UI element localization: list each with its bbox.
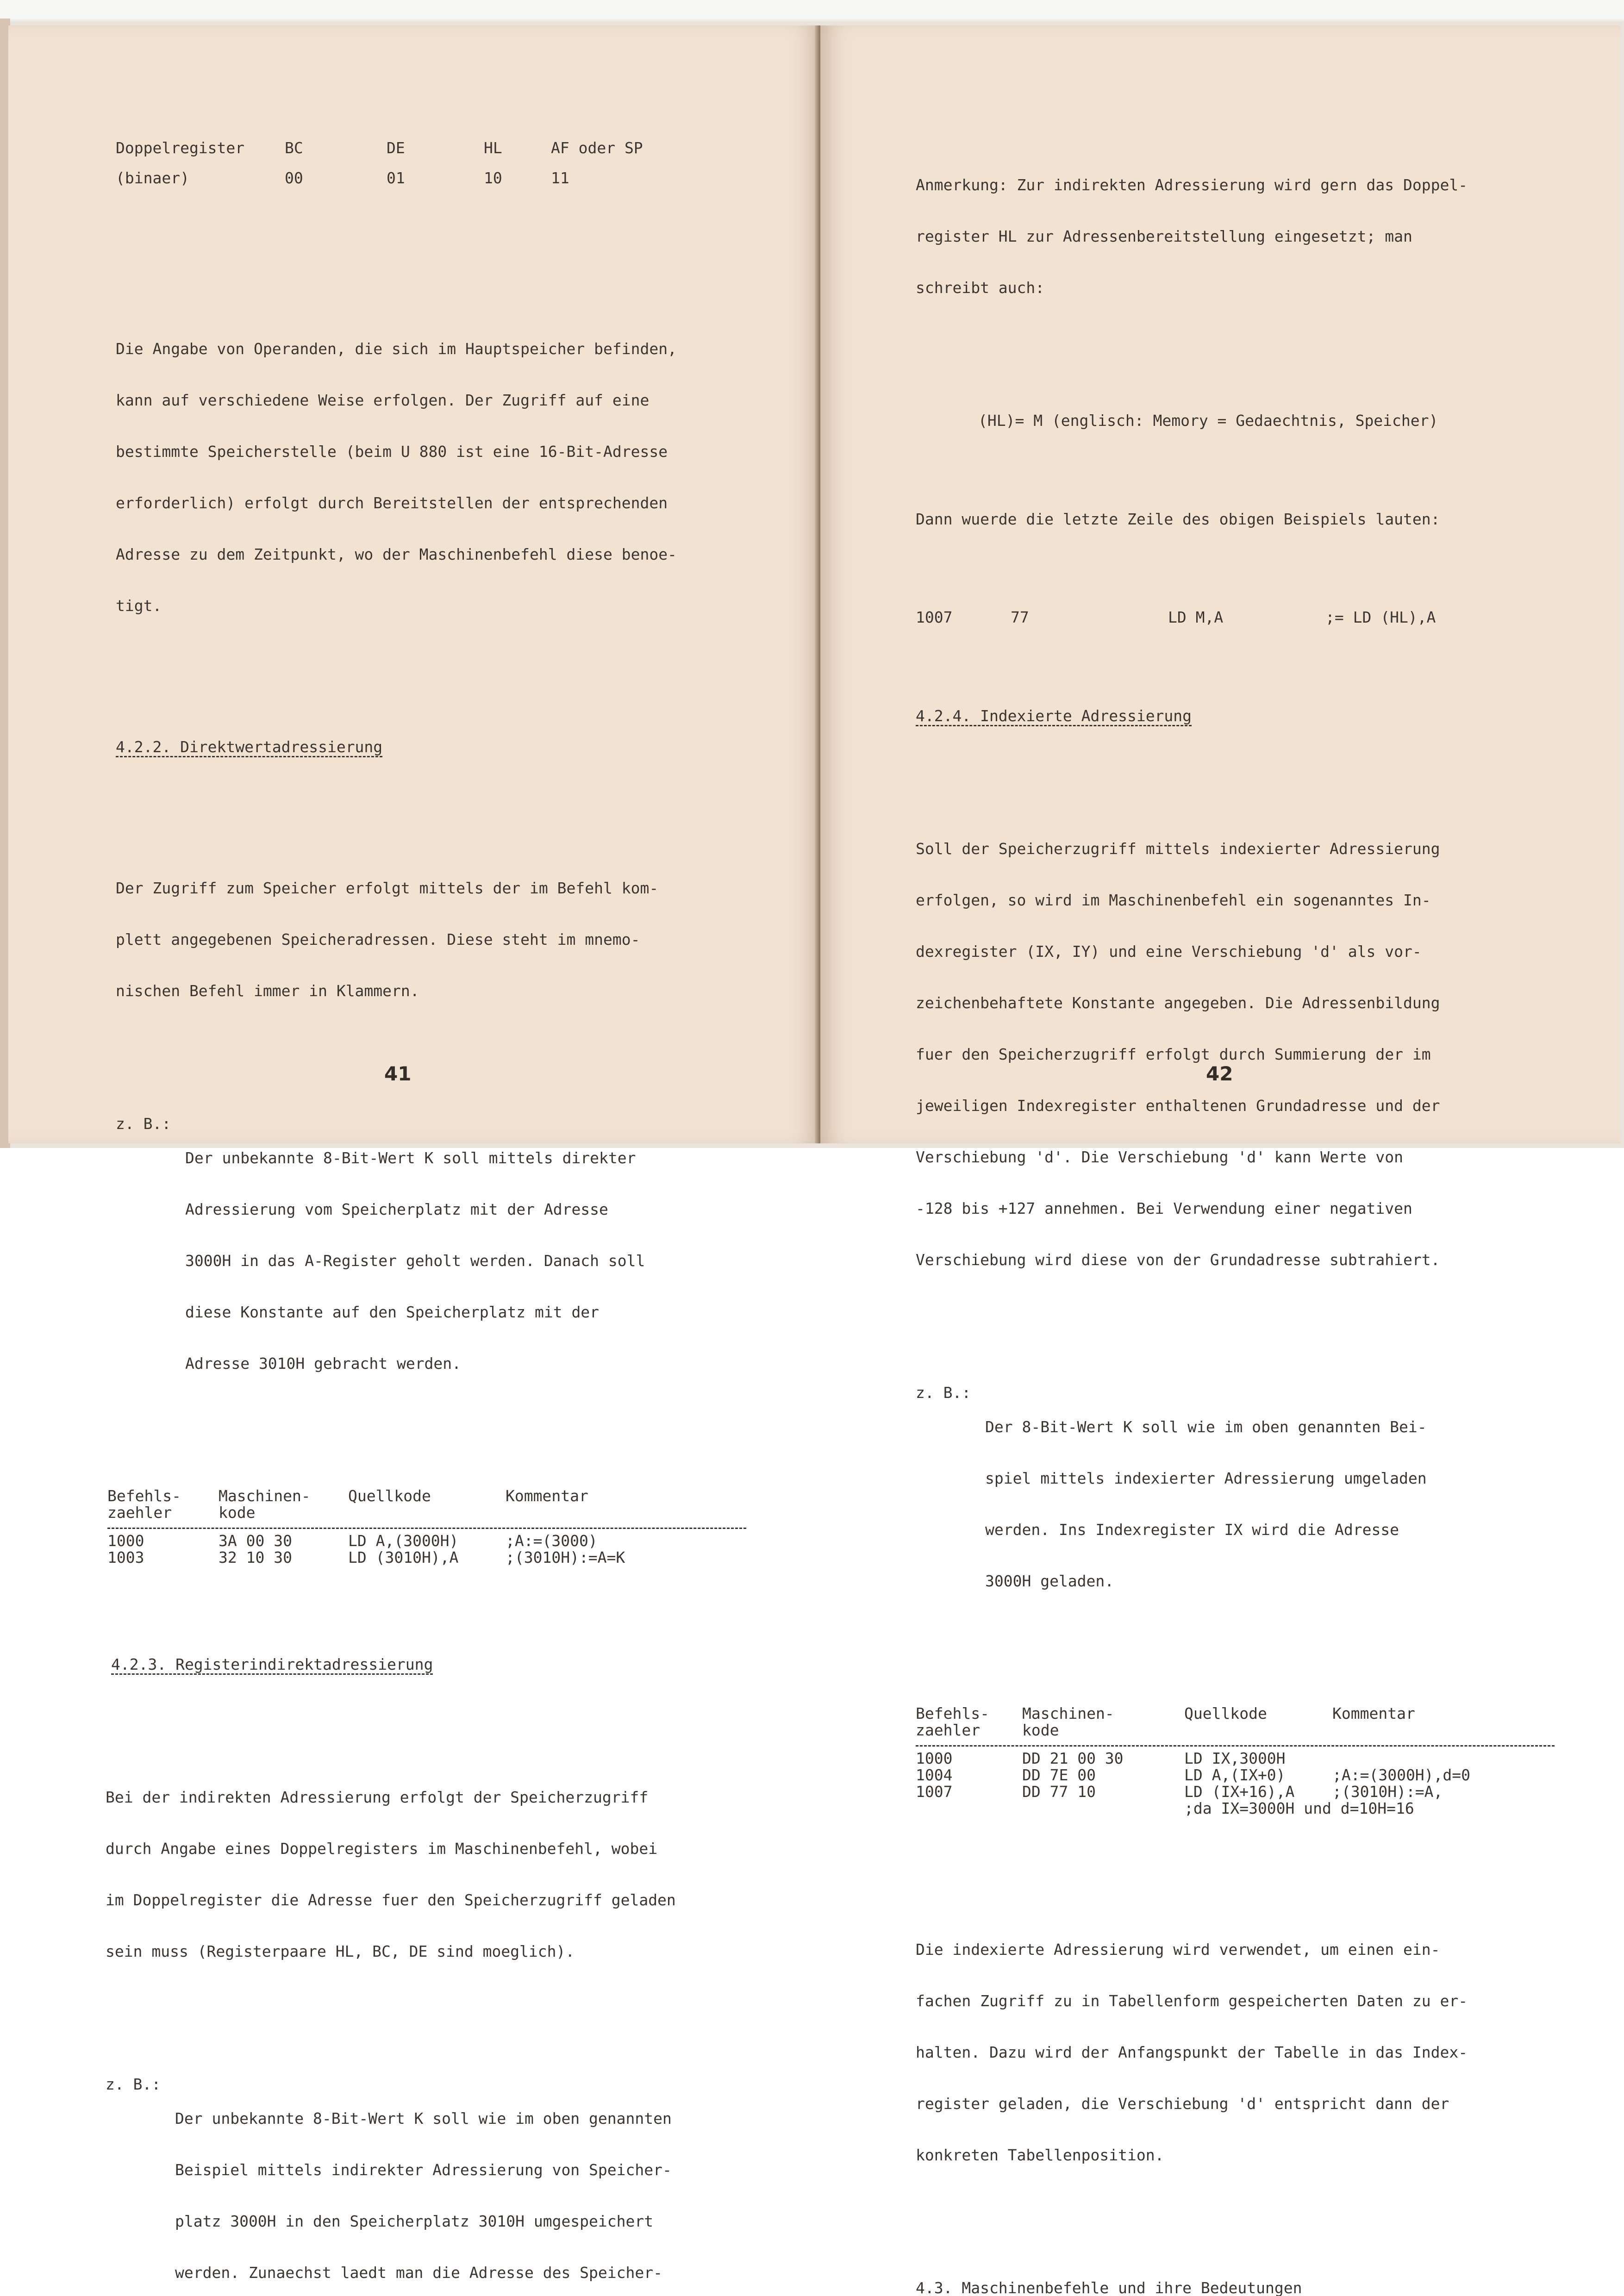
page-42 [820, 25, 1620, 2296]
text-line: halten. Dazu wird der Anfangspunkt der Tabelle in das Index- [916, 2043, 1468, 2061]
page-number: 42 [1206, 1062, 1233, 1085]
table-cell: LD A,(IX+0) [1184, 1766, 1286, 1784]
heading-4-2-3: 4.2.3. Registerindirektadressierung [111, 1655, 433, 1673]
example-2 [106, 2076, 746, 2296]
table-cell: ;(3010H):=A, [1332, 1783, 1443, 1801]
example-label: z. B.: [116, 1115, 171, 1133]
text-line: Adresse 3010H gebracht werden. [185, 1354, 462, 1373]
text-line: jeweiligen Indexregister enthaltenen Grundadresse und der [916, 1097, 1440, 1115]
table-cell: LD A,(3000H) [348, 1532, 459, 1550]
paragraph-4-2-4-b [916, 1907, 1555, 2198]
heading-4-2-4: 4.2.4. Indexierte Adressierung [916, 707, 1192, 725]
bin-hl: 10 [484, 169, 502, 187]
bin-bc: 00 [285, 169, 303, 187]
table-cell: LD IX,3000H [1184, 1749, 1286, 1767]
text-line: platz 3000H in den Speicherplatz 3010H umgespeichert [175, 2212, 654, 2230]
table-cell: ;A:=(3000H),d=0 [1332, 1766, 1471, 1784]
table-cell: DD 77 10 [1022, 1783, 1096, 1801]
text-line: fachen Zugriff zu in Tabellenform gespeicherten Daten zu er- [916, 1992, 1468, 2010]
text-line: spiel mittels indexierter Adressierung umgeladen [985, 1469, 1427, 1487]
reg-af-sp: AF oder SP [551, 139, 643, 157]
register-code-table [116, 139, 746, 187]
text-line: erforderlich) erfolgt durch Bereitstellen der entsprechenden [116, 494, 668, 512]
table-cell: ;A:=(3000) [506, 1532, 598, 1550]
text-line: Der unbekannte 8-Bit-Wert K soll wie im oben genannten [175, 2109, 672, 2128]
reg-hl: HL [484, 139, 502, 157]
text-line: Der unbekannte 8-Bit-Wert K soll mittels direkter [185, 1149, 636, 1167]
col-header: Kommentar [506, 1487, 588, 1505]
text-line: 3000H in das A-Register geholt werden. Danach soll [185, 1252, 645, 1270]
text-line: Dann wuerde die letzte Zeile des obigen Beispiels lauten: [916, 510, 1440, 528]
text-line: Beispiel mittels indirekter Adressierung von Speicher- [175, 2161, 672, 2179]
left-page-content [106, 105, 746, 2296]
table-cell: 1007 [916, 608, 953, 626]
bin-label: (binaer) [116, 169, 189, 187]
table-cell: 32 10 30 [219, 1548, 292, 1566]
table-cell: 1003 [107, 1548, 144, 1566]
table-cell: DD 7E 00 [1022, 1766, 1096, 1784]
text-line: Bei der indirekten Adressierung erfolgt der Speicherzugriff [106, 1788, 649, 1806]
table-cell: ;(3010H):=A=K [506, 1548, 625, 1566]
text-line: werden. Zunaechst laedt man die Adresse des Speicher- [175, 2264, 662, 2282]
text-line: schreibt auch: [916, 279, 1045, 297]
right-page-content [916, 108, 1555, 2296]
memory-formula: (HL)= M (englisch: Memory = Gedaechtnis, Speicher) [978, 412, 1438, 430]
text-line: plett angegebenen Speicheradressen. Diese steht im mnemo- [116, 930, 640, 948]
table-cell: 77 [1011, 608, 1029, 626]
example-1 [116, 1115, 746, 1406]
table-cell: 3A 00 30 [219, 1532, 292, 1550]
text-line: Der 8-Bit-Wert K soll wie im oben genannten Bei- [985, 1418, 1427, 1436]
code-table-3 [916, 1705, 1555, 1817]
col-header: Maschinen- kode [219, 1487, 311, 1522]
text-line: diese Konstante auf den Speicherplatz mit der [185, 1303, 600, 1321]
text-line: tigt. [116, 597, 162, 615]
col-header: Befehls- zaehler [107, 1487, 181, 1522]
col-header: Quellkode [1184, 1704, 1267, 1722]
text-line: Verschiebung 'd'. Die Verschiebung 'd' kann Werte von [916, 1148, 1403, 1166]
reg-de: DE [387, 139, 405, 157]
text-line: Verschiebung wird diese von der Grundadresse subtrahiert. [916, 1251, 1440, 1269]
note-paragraph [916, 142, 1555, 331]
example-label: z. B.: [106, 2075, 161, 2093]
text-line: erfolgen, so wird im Maschinenbefehl ein sogenanntes In- [916, 891, 1431, 909]
text-line: Der Zugriff zum Speicher erfolgt mittels der im Befehl kom- [116, 879, 659, 897]
text-line: bestimmte Speicherstelle (beim U 880 ist eine 16-Bit-Adresse [116, 443, 668, 461]
text-line: 3000H geladen. [985, 1572, 1114, 1590]
table-cell: 1000 [916, 1749, 953, 1767]
text-line: fuer den Speicherzugriff erfolgt durch Summierung der im [916, 1045, 1431, 1063]
text-line: -128 bis +127 annehmen. Bei Verwendung einer negativen [916, 1199, 1412, 1217]
text-line: Adressierung vom Speicherplatz mit der Adresse [185, 1200, 608, 1218]
heading-4-2-2: 4.2.2. Direktwertadressierung [116, 738, 383, 756]
text-line: register HL zur Adressenbereitstellung eingesetzt; man [916, 227, 1412, 245]
text-line: im Doppelregister die Adresse fuer den Speicherzugriff geladen [106, 1891, 676, 1909]
table-cell: LD (IX+16),A [1184, 1783, 1295, 1801]
text-line: register geladen, die Verschiebung 'd' entspricht dann der [916, 2095, 1449, 2113]
table-cell: LD (3010H),A [348, 1548, 459, 1566]
paragraph-4-2-4 [916, 806, 1555, 1303]
example-3 [916, 1384, 1555, 1624]
text-line: nischen Befehl immer in Klammern. [116, 982, 419, 1000]
text-line: Anmerkung: Zur indirekten Adressierung wird gern das Doppel- [916, 176, 1468, 194]
note-example-row [916, 609, 1555, 626]
bin-de: 01 [387, 169, 405, 187]
text-line: Soll der Speicherzugriff mittels indexierter Adressierung [916, 840, 1440, 858]
code-table-1 [107, 1488, 746, 1566]
intro-paragraph [116, 306, 746, 649]
text-line: Adresse zu dem Zeitpunkt, wo der Maschinenbefehl diese benoe- [116, 545, 677, 563]
text-line: durch Angabe eines Doppelregisters im Maschinenbefehl, wobei [106, 1840, 658, 1858]
text-line: zeichenbehaftete Konstante angegeben. Die Adressenbildung [916, 994, 1440, 1012]
text-line: dexregister (IX, IY) und eine Verschiebung 'd' als vor- [916, 942, 1422, 961]
table-cell: 1004 [916, 1766, 953, 1784]
bin-af-sp: 11 [551, 169, 569, 187]
col-header: Befehls- zaehler [916, 1704, 989, 1739]
table-cell: LD M,A [1168, 608, 1224, 626]
table-cell: ;= LD (HL),A [1325, 608, 1436, 626]
text-line: werden. Ins Indexregister IX wird die Adresse [985, 1521, 1399, 1539]
text-line: konkreten Tabellenposition. [916, 2146, 1164, 2164]
reg-bc: BC [285, 139, 303, 157]
page-number: 41 [384, 1062, 412, 1085]
table-cell [1332, 1750, 1555, 1767]
col-header: Quellkode [348, 1487, 431, 1505]
table-cell: 1000 [107, 1532, 144, 1550]
table-divider [107, 1528, 746, 1533]
col-header: Kommentar [1332, 1704, 1415, 1722]
example-label: z. B.: [916, 1384, 971, 1402]
col-header: Maschinen- kode [1022, 1704, 1114, 1739]
table-note: ;da IX=3000H und d=10H=16 [1184, 1799, 1414, 1817]
text-line: Die indexierte Adressierung wird verwendet, um einen ein- [916, 1940, 1440, 1959]
page-41 [8, 25, 819, 2282]
table-cell: DD 21 00 30 [1022, 1749, 1124, 1767]
text-line: kann auf verschiedene Weise erfolgen. Der Zugriff auf eine [116, 391, 650, 409]
reg-label: Doppelregister [116, 139, 245, 157]
table-divider [916, 1745, 1555, 1750]
paragraph-4-2-2 [116, 845, 746, 1034]
text-line: Die Angabe von Operanden, die sich im Hauptspeicher befinden, [116, 340, 677, 358]
text-line: sein muss (Registerpaare HL, BC, DE sind moeglich). [106, 1942, 575, 1960]
table-cell: 1007 [916, 1783, 953, 1801]
heading-4-3: 4.3. Maschinenbefehle und ihre Bedeutungen [916, 2279, 1302, 2296]
paragraph-4-2-3 [106, 1754, 746, 1994]
